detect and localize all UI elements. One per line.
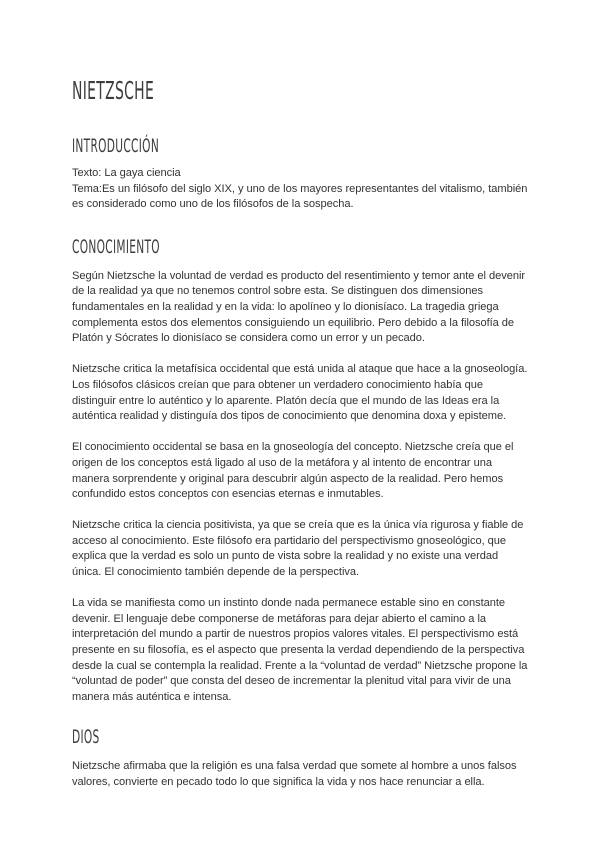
section-heading-introduccion: INTRODUCCIÓN — [72, 135, 160, 157]
paragraph: Nietzsche critica la ciencia positivista, ya que se creía que es la única vía rigurosa y fiable de acceso al conocimiento. Este filósofo era partidario del perspectivismo gnoseológico, que explica que la verdad es solo un punto de vista sobre la realidad y no existe una verdad única. El conocimiento también depende de la perspectiva. — [72, 519, 524, 579]
paragraph: Los filósofos clásicos creían que para obtener un verdadero conocimiento había que distinguir entre lo auténtico y lo aparente. Platón decía que el mundo de las Ideas era la auténtica realidad y distinguía dos tipos de conocimiento que denomina doxa y episteme. — [72, 378, 507, 423]
document-content — [72, 76, 528, 791]
conocimiento-block — [72, 269, 528, 706]
section-heading-conocimiento: CONOCIMIENTO — [72, 235, 160, 258]
paragraph: Según Nietzsche la voluntad de verdad es producto del resentimiento y temor ante el devenir de la realidad ya que no tenemos control sobre esta. Se distinguen dos dimensiones fundamentales en la realidad y en la vida: lo apolíneo y lo dionisíaco. La tragedia griega complementa estos dos elementos consiguiendo un equilibrio. Pero debido a la filosofía de Platón y Sócrates lo dionisíaco se considera como un error y un pecado. — [72, 269, 526, 345]
intro-theme-line: Tema:Es un filósofo del siglo XIX, y uno de los mayores representantes del vitalismo, también es considerado como uno de los filósofos de la sospecha. — [72, 182, 528, 211]
paragraph: Nietzsche critica la metafísica occidental que está unida al ataque que hace a la gnoseología. — [72, 363, 528, 376]
dios-block — [72, 759, 528, 790]
introduccion-block — [72, 166, 528, 213]
paragraph: Nietzsche afirmaba que la religión es una falsa verdad que somete al hombre a unos falsos valores, convierte en pecado todo lo que significa la vida y nos hace renunciar a ella. — [72, 760, 517, 788]
page-title: NIETZSCHE — [72, 76, 155, 105]
section-heading-dios: DIOS — [72, 726, 100, 749]
paragraph: La vida se manifiesta como un instinto donde nada permanece estable sino en constante devenir. El lenguaje debe componerse de metáforas para dejar abierto el camino a la interpretación del mundo a partir de nuestros propios valores vitales. El perspectivismo está presente en su filosofía, es el aspecto que presenta la verdad dependiendo de la perspectiva desde la cual se contempla la realidad. Frente a la “voluntad de verdad” Nietzsche propone la “voluntad de poder” que consta del deseo de incrementar la plenitud vital para vivir de una manera más auténtica e intensa. — [72, 597, 528, 703]
paragraph: El conocimiento occidental se basa en la gnoseología del concepto. Nietzsche creía que el origen de los conceptos está ligado al uso de la metáfora y al intento de encontrar una manera sorprendente y original para descubrir algún aspecto de la realidad. Pero hemos confundido estos conceptos con esencias eternas e inmutables. — [72, 441, 514, 501]
intro-text-line: Texto: La gaya ciencia — [72, 167, 181, 179]
